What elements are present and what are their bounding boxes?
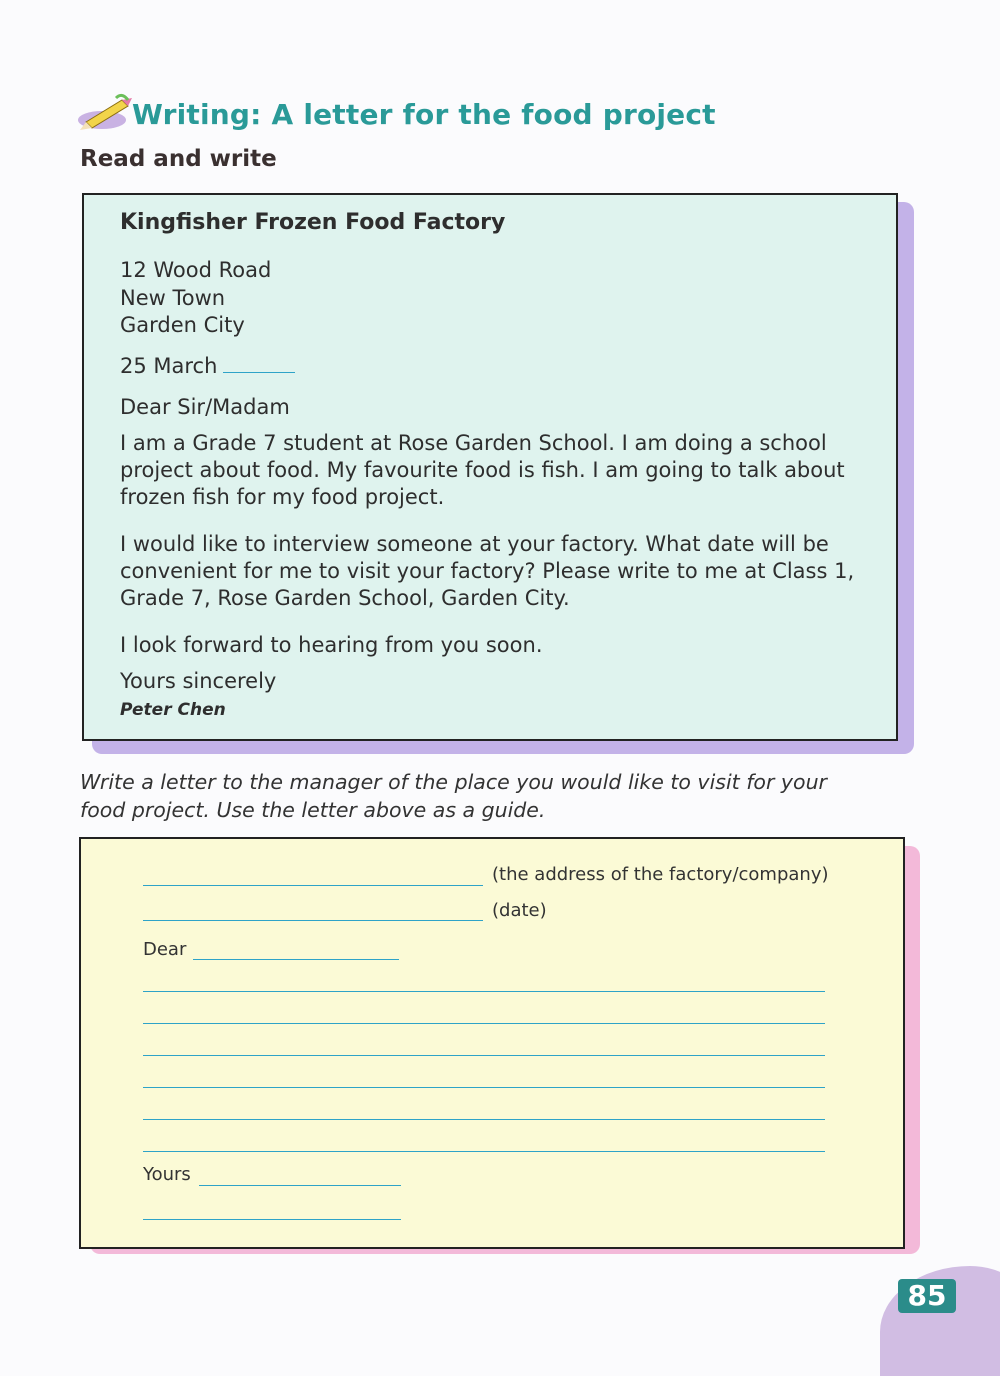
salutation: Dear Sir/Madam (120, 395, 290, 419)
address-line-3: Garden City (120, 313, 245, 337)
dear-label: Dear (143, 939, 187, 960)
para1-line-2: project about food. My favourite food is fish. I am going to talk about (120, 458, 845, 482)
body-line[interactable] (143, 991, 825, 992)
para2-line-1: I would like to interview someone at your factory. What date will be (120, 532, 829, 556)
body-line[interactable] (143, 1087, 825, 1088)
date-input-blank[interactable] (143, 920, 483, 921)
yours-blank[interactable] (199, 1185, 401, 1186)
letter-date (120, 353, 295, 380)
body-line[interactable] (143, 1151, 825, 1152)
dear-blank[interactable] (193, 959, 399, 960)
date-hint: (date) (492, 900, 547, 921)
sample-letter (82, 193, 898, 741)
address-blank[interactable] (143, 885, 483, 886)
section-title: Writing: A letter for the food project (132, 98, 716, 131)
signature: Peter Chen (120, 700, 226, 720)
address-hint: (the address of the factory/company) (492, 864, 829, 885)
para1-line-3: frozen fish for my food project. (120, 485, 445, 509)
writing-area (79, 837, 905, 1249)
sign-off: Yours sincerely (120, 669, 277, 693)
address-line-2: New Town (120, 286, 226, 310)
instruction-line-2: food project. Use the letter above as a guide. (80, 798, 546, 822)
company-name: Kingfisher Frozen Food Factory (120, 210, 506, 235)
date-blank[interactable] (223, 354, 295, 373)
instruction-line-1: Write a letter to the manager of the place you would like to visit for your (80, 770, 827, 794)
page-number: 85 (898, 1279, 956, 1313)
sub-title: Read and write (80, 146, 277, 172)
para2-line-2: convenient for me to visit your factory? Please write to me at Class 1, (120, 559, 855, 583)
body-line[interactable] (143, 1055, 825, 1056)
pencil-icon (72, 92, 136, 136)
para2-line-3: Grade 7, Rose Garden School, Garden City. (120, 586, 570, 610)
date-text: 25 March (120, 354, 218, 378)
body-line[interactable] (143, 1119, 825, 1120)
name-blank[interactable] (143, 1219, 401, 1220)
address-line-1: 12 Wood Road (120, 258, 272, 282)
yours-label: Yours (143, 1164, 191, 1185)
closing-line: I look forward to hearing from you soon. (120, 633, 543, 657)
instruction (80, 768, 900, 824)
para1-line-1: I am a Grade 7 student at Rose Garden School. I am doing a school (120, 431, 827, 455)
body-line[interactable] (143, 1023, 825, 1024)
